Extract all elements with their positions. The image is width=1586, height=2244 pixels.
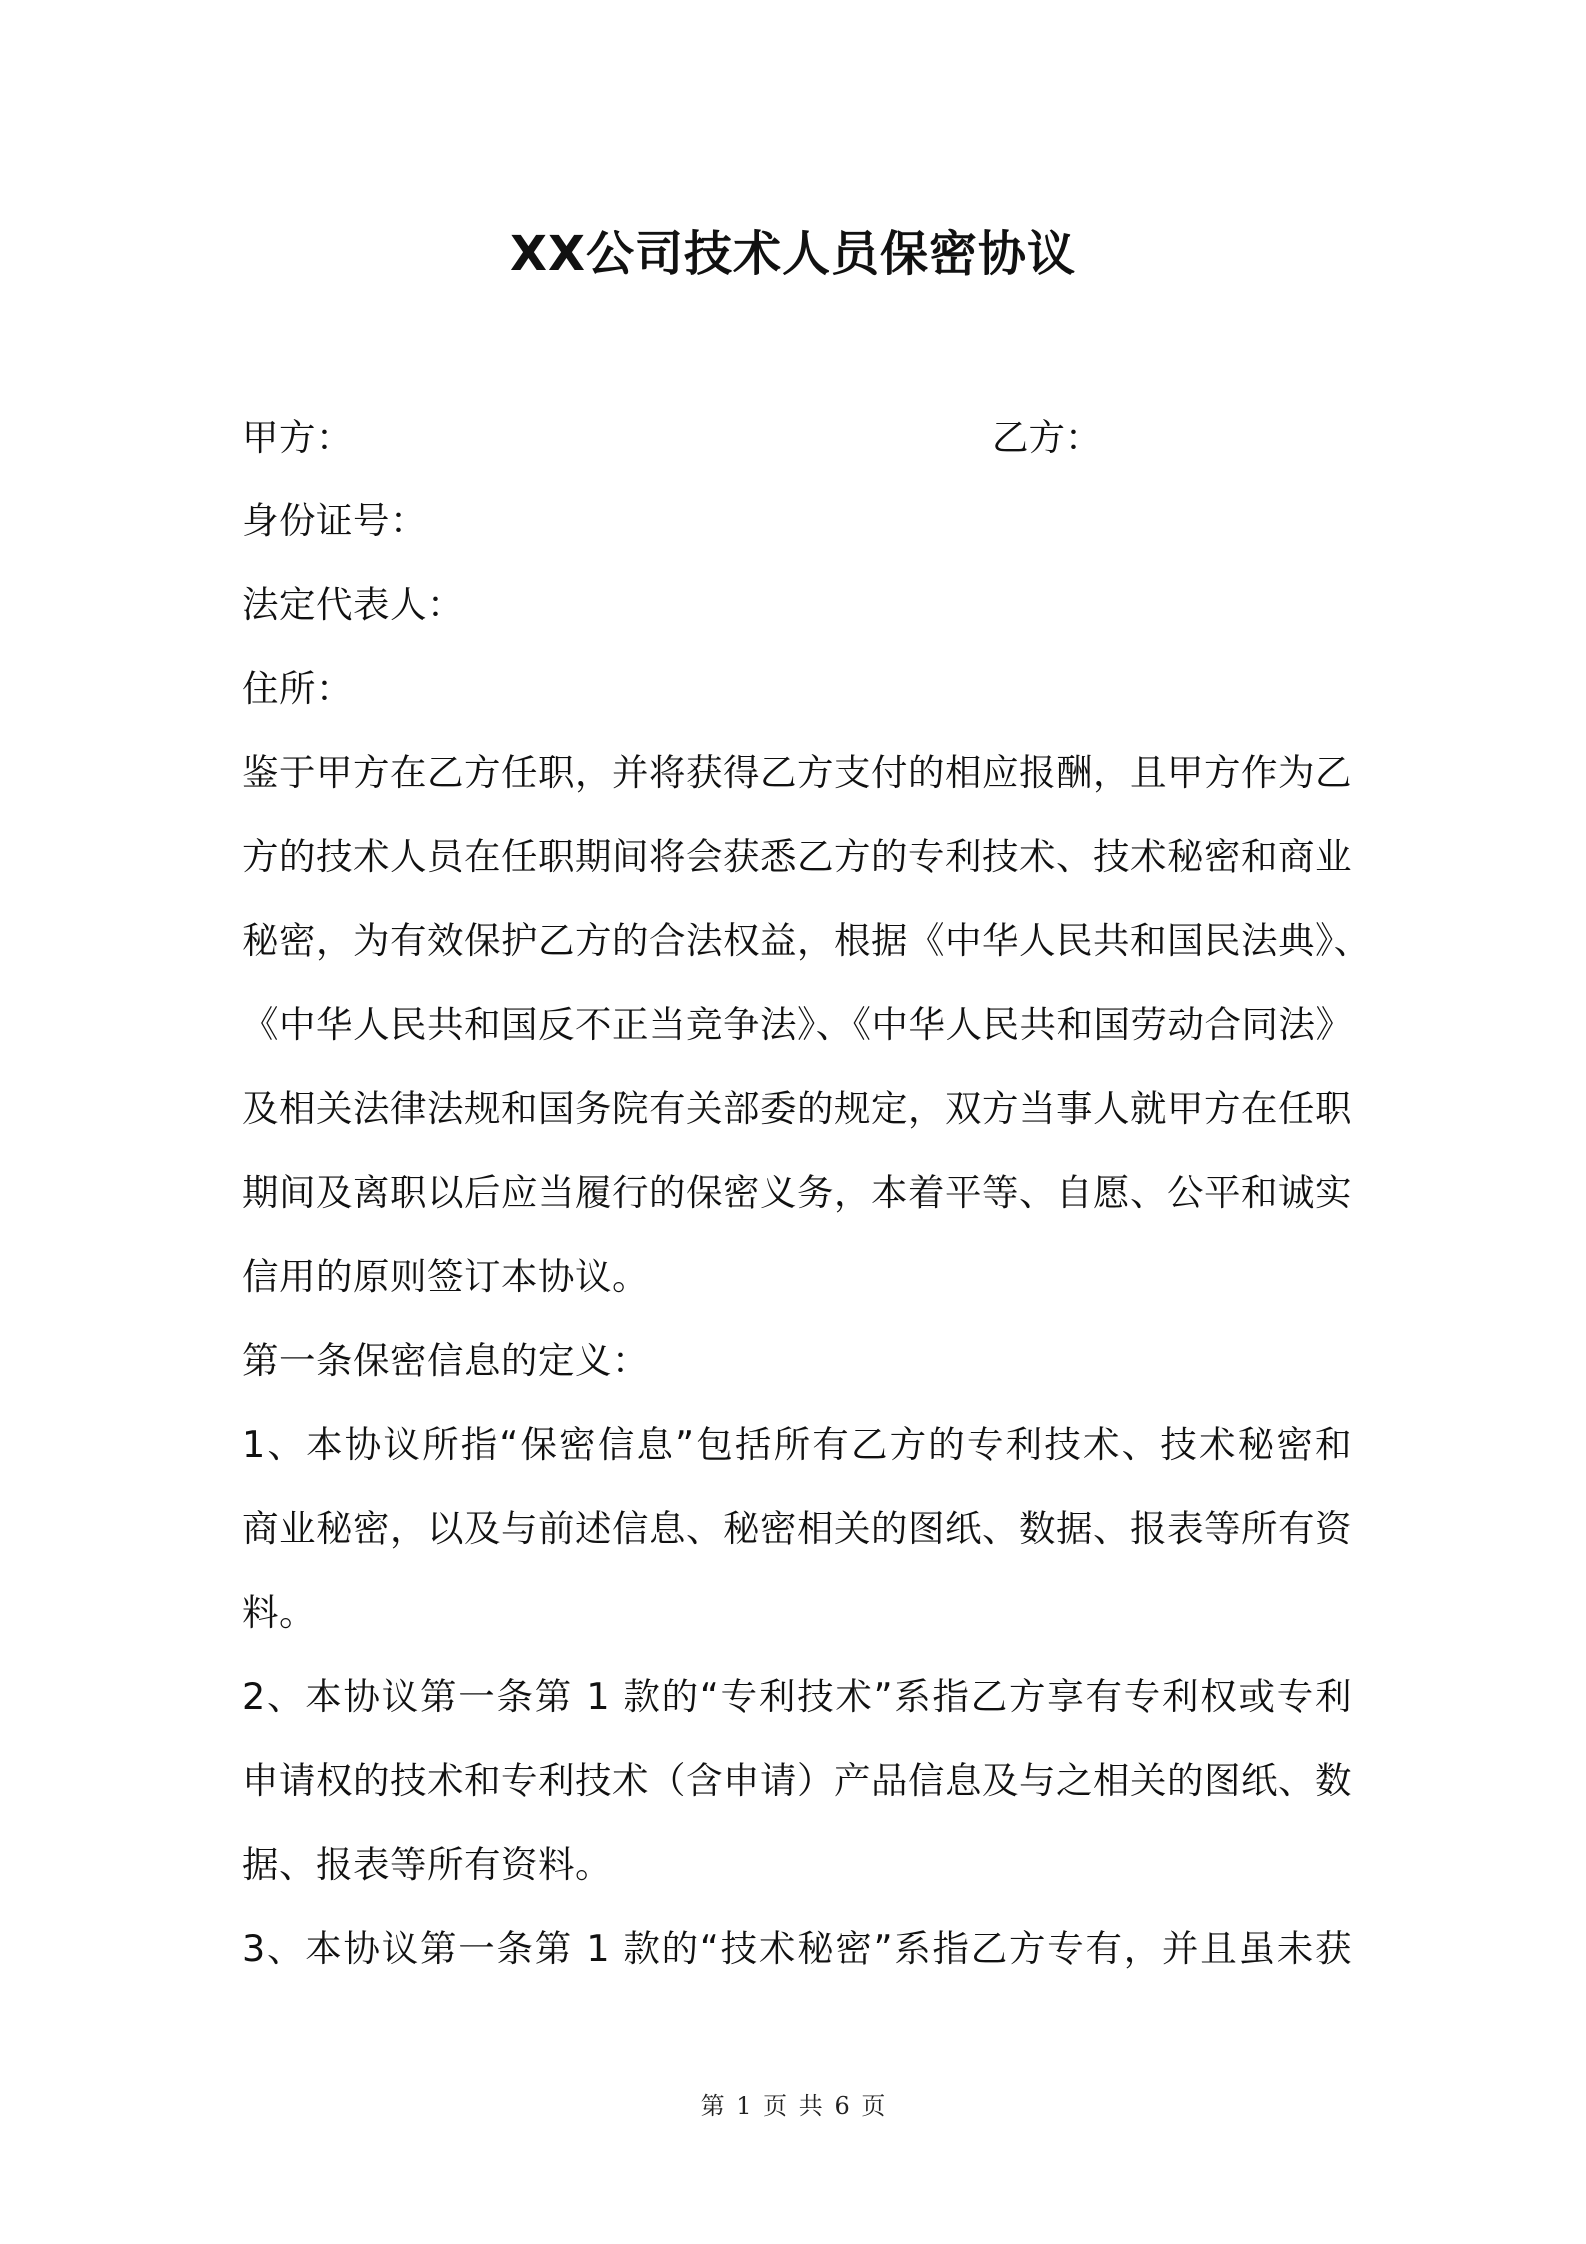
clause-line: 申请权的技术和专利技术（含申请）产品信息及与之相关的图纸、数	[242, 1759, 1352, 1802]
preamble-line: 秘密，为有效保护乙方的合法权益，根据《中华人民共和国民法典》、	[242, 919, 1371, 962]
preamble-line: 期间及离职以后应当履行的保密义务，本着平等、自愿、公平和诚实	[242, 1171, 1352, 1214]
clause-line: 料。	[242, 1591, 316, 1634]
address-label: 住所：	[242, 667, 353, 710]
preamble-line: 及相关法律法规和国务院有关部委的规定，双方当事人就甲方在任职	[242, 1087, 1352, 1130]
clause-line: 3、本协议第一条第 1 款的“技术秘密”系指乙方专有，并且虽未获	[242, 1927, 1352, 1970]
document-title: XX公司技术人员保密协议	[509, 226, 1077, 282]
id-number-label: 身份证号：	[242, 499, 427, 542]
preamble-line: 方的技术人员在任职期间将会获悉乙方的专利技术、技术秘密和商业	[242, 835, 1352, 878]
article-heading: 第一条保密信息的定义：	[242, 1339, 649, 1382]
party-b-label: 乙方：	[992, 416, 1102, 459]
party-a-label: 甲方：	[242, 416, 353, 459]
page-indicator: 第 1 页 共 6 页	[700, 2092, 886, 2120]
clause-line: 据、报表等所有资料。	[242, 1843, 612, 1886]
clause-line: 2、本协议第一条第 1 款的“专利技术”系指乙方享有专利权或专利	[242, 1675, 1352, 1718]
legal-rep-label: 法定代表人：	[242, 583, 464, 626]
preamble-line: 信用的原则签订本协议。	[242, 1255, 649, 1298]
clause-line: 商业秘密，以及与前述信息、秘密相关的图纸、数据、报表等所有资	[242, 1507, 1352, 1550]
preamble-line: 鉴于甲方在乙方任职，并将获得乙方支付的相应报酬，且甲方作为乙	[242, 751, 1352, 794]
preamble-line: 《中华人民共和国反不正当竞争法》、《中华人民共和国劳动合同法》	[242, 1003, 1353, 1046]
clause-line: 1、本协议所指“保密信息”包括所有乙方的专利技术、技术秘密和	[242, 1423, 1352, 1466]
